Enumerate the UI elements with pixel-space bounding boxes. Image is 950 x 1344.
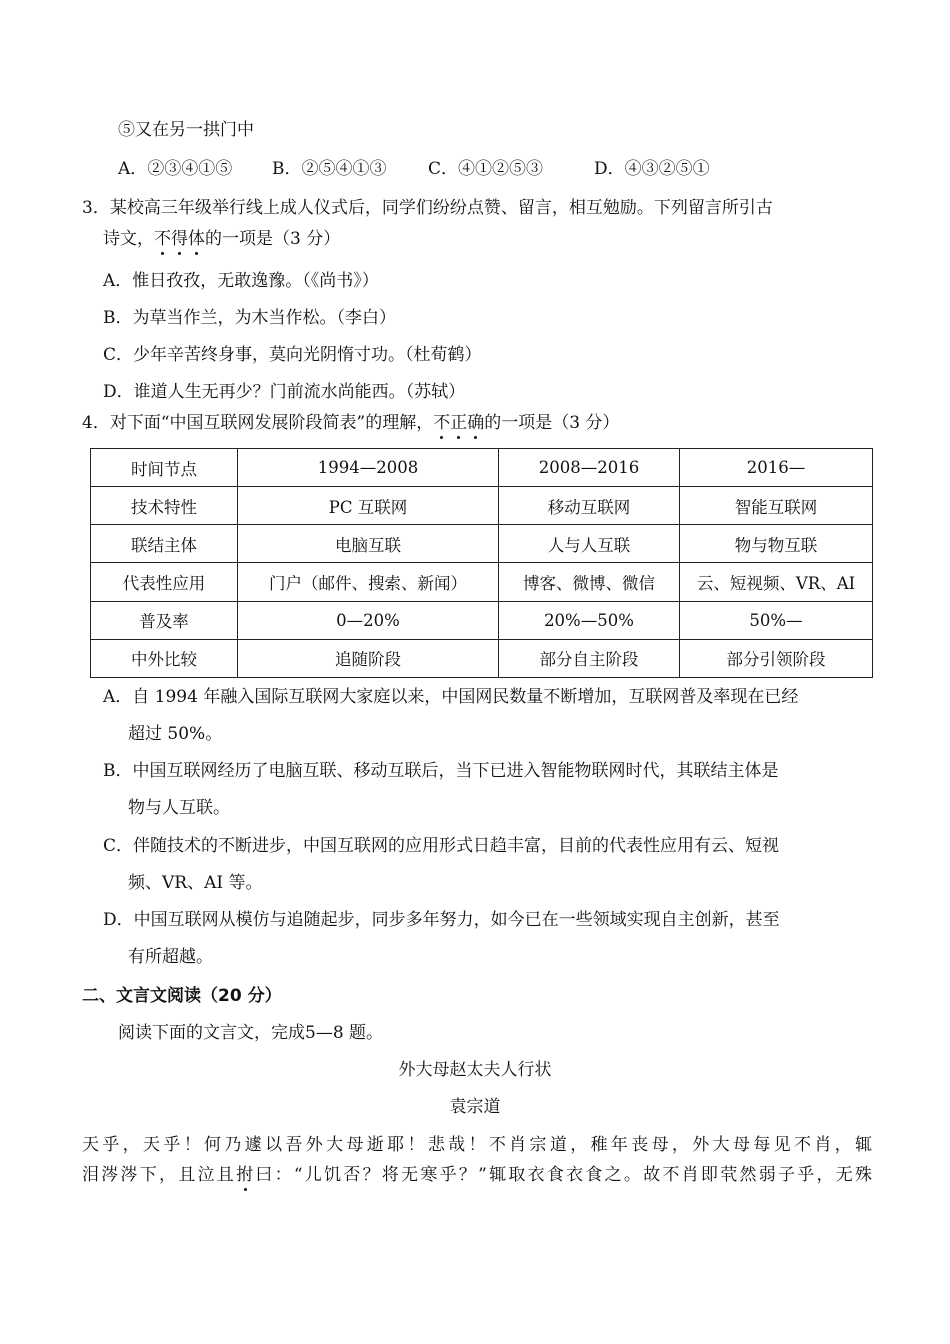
q4-option-a-line2: 超过 50%。 xyxy=(128,724,223,744)
table-row xyxy=(91,601,873,639)
q2-item-5: ⑤又在另一拱门中 xyxy=(118,120,254,140)
q4-stem-suffix: 的一项是（3 分） xyxy=(484,413,620,433)
table-cell: 门户（邮件、搜索、新闻） xyxy=(238,563,499,601)
table-cell: 电脑互联 xyxy=(238,525,499,563)
q4-option-d-line2: 有所超越。 xyxy=(128,947,213,967)
table-cell: 部分自主阶段 xyxy=(499,639,680,677)
table-cell: PC 互联网 xyxy=(238,487,499,525)
emphasis-char: 正 xyxy=(450,413,468,433)
emphasis-char: 不 xyxy=(154,229,171,249)
q4-option-b-line1: B．中国互联网经历了电脑互联、移动互联后，当下已进入智能物联网时代，其联结主体是 xyxy=(103,761,779,781)
q2-option-a: A．②③④①⑤ xyxy=(118,159,233,179)
q3-option-a: A．惟日孜孜，无敢逸豫。（《尚书》） xyxy=(103,271,379,291)
table-cell: 2008—2016 xyxy=(499,449,680,487)
table-cell: 1994—2008 xyxy=(238,449,499,487)
table-cell: 物与物互联 xyxy=(680,525,873,563)
passage-text: 泪涔涔下，且泣且 xyxy=(82,1165,237,1185)
q4-stem-prefix: 4．对下面“中国互联网发展阶段简表”的理解， xyxy=(82,413,434,433)
q4-option-c-line1: C．伴随技术的不断进步，中国互联网的应用形式日趋丰富，目前的代表性应用有云、短视 xyxy=(103,836,780,856)
table-cell: 0—20% xyxy=(238,601,499,639)
table-cell: 代表性应用 xyxy=(91,563,238,601)
q3-option-c: C．少年辛苦终身事，莫向光阴惰寸功。（杜荀鹤） xyxy=(103,345,482,365)
table-cell: 50%— xyxy=(680,601,873,639)
q4-stem xyxy=(82,411,619,435)
table-row xyxy=(91,639,873,677)
reading-instruction: 阅读下面的文言文，完成5—8 题。 xyxy=(118,1023,384,1043)
table-cell: 移动互联网 xyxy=(499,487,680,525)
table-row xyxy=(91,449,873,487)
internet-stages-table xyxy=(90,448,873,678)
table-row xyxy=(91,563,873,601)
emphasis-char: 不 xyxy=(433,413,451,433)
passage-author: 袁宗道 xyxy=(449,1097,501,1117)
q2-option-d: D．④③②⑤① xyxy=(594,159,710,179)
q4-option-c-line2: 频、VR、AI 等。 xyxy=(128,873,263,893)
q4-option-a-line1: A．自 1994 年融入国际互联网大家庭以来，中国网民数量不断增加，互联网普及率现在已经 xyxy=(103,687,799,707)
table-row xyxy=(91,487,873,525)
table-cell: 联结主体 xyxy=(91,525,238,563)
table-cell: 追随阶段 xyxy=(238,639,499,677)
table-cell: 部分引领阶段 xyxy=(680,639,873,677)
q3-stem-suffix: 的一项是（3 分） xyxy=(205,229,341,249)
emphasis-char: 得 xyxy=(171,229,188,249)
q3-stem-prefix: 诗文， xyxy=(103,229,154,249)
table-cell: 时间节点 xyxy=(91,449,238,487)
table-row xyxy=(91,525,873,563)
section-heading: 二、文言文阅读（20 分） xyxy=(82,986,282,1006)
q4-option-b-line2: 物与人互联。 xyxy=(128,798,230,818)
q2-option-b: B．②⑤④①③ xyxy=(272,159,387,179)
table-cell: 中外比较 xyxy=(91,639,238,677)
q3-stem-line1: 3．某校高三年级举行线上成人仪式后，同学们纷纷点赞、留言，相互勉励。下列留言所引古 xyxy=(82,198,773,218)
table-cell: 普及率 xyxy=(91,601,238,639)
passage-text: 曰：“儿饥否？将无寒乎？”辄取衣食衣食之。故不肖即茕然弱子乎，无殊 xyxy=(255,1165,873,1185)
table-cell: 智能互联网 xyxy=(680,487,873,525)
table-cell: 博客、微博、微信 xyxy=(499,563,680,601)
table-cell: 人与人互联 xyxy=(499,525,680,563)
passage-line-1: 天乎，天乎！何乃遽以吾外大母逝耶！悲哉！不肖宗道，稚年丧母，外大母每见不肖，辄 xyxy=(82,1135,872,1155)
table-cell: 技术特性 xyxy=(91,487,238,525)
q4-option-d-line1: D．中国互联网从模仿与追随起步，同步多年努力，如今已在一些领域实现自主创新，甚至 xyxy=(103,910,780,930)
q2-option-c: C．④①②⑤③ xyxy=(428,159,544,179)
passage-line-2 xyxy=(82,1163,872,1187)
table-cell: 云、短视频、VR、AI xyxy=(680,563,873,601)
q3-option-d: D．谁道人生无再少？门前流水尚能西。（苏轼） xyxy=(103,382,466,402)
emphasis-char: 拊 xyxy=(236,1165,256,1185)
q3-stem-line2 xyxy=(103,227,340,251)
table-cell: 2016— xyxy=(680,449,873,487)
emphasis-char: 体 xyxy=(188,229,205,249)
table-cell: 20%—50% xyxy=(499,601,680,639)
emphasis-char: 确 xyxy=(467,413,485,433)
q3-option-b: B．为草当作兰，为木当作松。（李白） xyxy=(103,308,396,328)
passage-title: 外大母赵太夫人行状 xyxy=(398,1060,552,1080)
